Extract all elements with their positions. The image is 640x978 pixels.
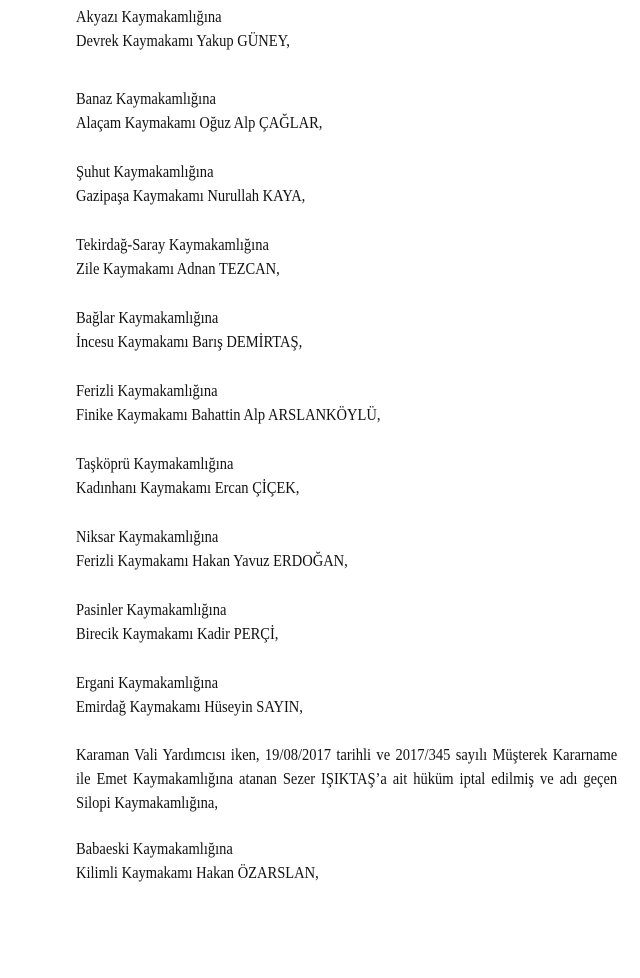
appointment-entry (76, 671, 303, 719)
appointment-entry (76, 233, 280, 281)
appointment-entry (76, 525, 348, 573)
appointee: Kilimli Kaymakamı Hakan ÖZARSLAN, (76, 863, 319, 882)
appointee: Gazipaşa Kaymakamı Nurullah KAYA, (76, 186, 306, 205)
appointee: Devrek Kaymakamı Yakup GÜNEY, (76, 31, 290, 50)
appointment-entry (76, 160, 305, 208)
office-name: Ferizli Kaymakamlığına (76, 381, 218, 400)
appointment-entry (76, 306, 302, 354)
office-name: Tekirdağ-Saray Kaymakamlığına (76, 235, 269, 254)
appointment-entry (76, 379, 381, 427)
appointee: Birecik Kaymakamı Kadir PERÇİ, (76, 624, 279, 643)
appointee: Emirdağ Kaymakamı Hüseyin SAYIN, (76, 697, 303, 716)
office-name: Taşköprü Kaymakamlığına (76, 454, 234, 473)
appointment-entry (76, 87, 322, 135)
appointee: Zile Kaymakamı Adnan TEZCAN, (76, 259, 280, 278)
office-name: Babaeski Kaymakamlığına (76, 839, 233, 858)
appointment-entry (76, 598, 278, 646)
office-name: Niksar Kaymakamlığına (76, 527, 219, 546)
office-name: Banaz Kaymakamlığına (76, 89, 216, 108)
appointment-entry (76, 5, 290, 53)
appointee: Kadınhanı Kaymakamı Ercan ÇİÇEK, (76, 478, 300, 497)
appointee: Alaçam Kaymakamı Oğuz Alp ÇAĞLAR, (76, 113, 323, 132)
appointee: Ferizli Kaymakamı Hakan Yavuz ERDOĞAN, (76, 551, 348, 570)
office-name: Bağlar Kaymakamlığına (76, 308, 219, 327)
appointee: İncesu Kaymakamı Barış DEMİRTAŞ, (76, 332, 303, 351)
office-name: Akyazı Kaymakamlığına (76, 7, 222, 26)
office-name: Şuhut Kaymakamlığına (76, 162, 214, 181)
annulment-paragraph: Karaman Vali Yardımcısı iken, 19/08/2017 tarihli ve 2017/345 sayılı Müşterek Kararname ile Emet Kaymakamlığına atanan Sezer IŞIKTAŞ’a ait hüküm iptal edilmiş ve adı geçen Silopi Kaymakamlığına, (76, 745, 618, 812)
appointee: Finike Kaymakamı Bahattin Alp ARSLANKÖYLÜ, (76, 405, 381, 424)
office-name: Pasinler Kaymakamlığına (76, 600, 227, 619)
appointment-entry (76, 452, 299, 500)
office-name: Ergani Kaymakamlığına (76, 673, 219, 692)
appointment-entry (76, 837, 319, 885)
